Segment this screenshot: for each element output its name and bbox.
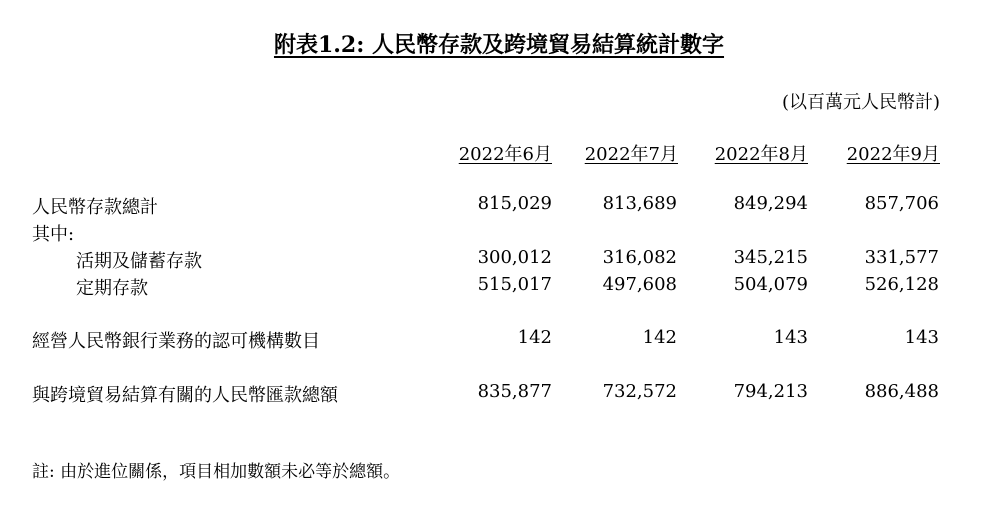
- row-label: 活期及儲蓄存款: [76, 251, 202, 272]
- footnote: 註: 由於進位關係，項目相加數額未必等於總額。: [32, 462, 401, 482]
- table-cell: 142: [517, 327, 552, 348]
- row-label: 定期存款: [76, 278, 148, 299]
- column-header-jun-2022: 2022年6月: [458, 144, 552, 165]
- column-header-aug-2022: 2022年8月: [714, 144, 808, 165]
- table-title: 附表1.2: 人民幣存款及跨境貿易結算統計數字: [273, 32, 725, 58]
- table-cell: 504,079: [733, 274, 808, 295]
- table-cell: 815,029: [477, 193, 552, 214]
- table-cell: 143: [904, 327, 939, 348]
- table-cell: 143: [773, 327, 808, 348]
- table-cell: 835,877: [477, 381, 552, 402]
- unit-note: (以百萬元人民幣計): [781, 92, 940, 113]
- table-cell: 515,017: [477, 274, 552, 295]
- table-cell: 849,294: [733, 193, 808, 214]
- table-cell: 794,213: [733, 381, 808, 402]
- row-label: 與跨境貿易結算有關的人民幣匯款總額: [32, 385, 338, 406]
- table-cell: 497,608: [602, 274, 677, 295]
- row-label: 人民幣存款總計: [32, 197, 158, 218]
- table-cell: 857,706: [864, 193, 939, 214]
- row-label-of-which: 其中:: [32, 224, 75, 245]
- table-cell: 345,215: [733, 247, 808, 268]
- table-cell: 316,082: [602, 247, 677, 268]
- column-header-jul-2022: 2022年7月: [584, 144, 678, 165]
- table-cell: 142: [642, 327, 677, 348]
- table-cell: 331,577: [864, 247, 939, 268]
- table-cell: 813,689: [602, 193, 677, 214]
- table-cell: 886,488: [864, 381, 939, 402]
- column-header-sep-2022: 2022年9月: [846, 144, 940, 165]
- table-cell: 300,012: [477, 247, 552, 268]
- row-label: 經營人民幣銀行業務的認可機構數目: [32, 331, 320, 352]
- table-cell: 732,572: [602, 381, 677, 402]
- table-cell: 526,128: [864, 274, 939, 295]
